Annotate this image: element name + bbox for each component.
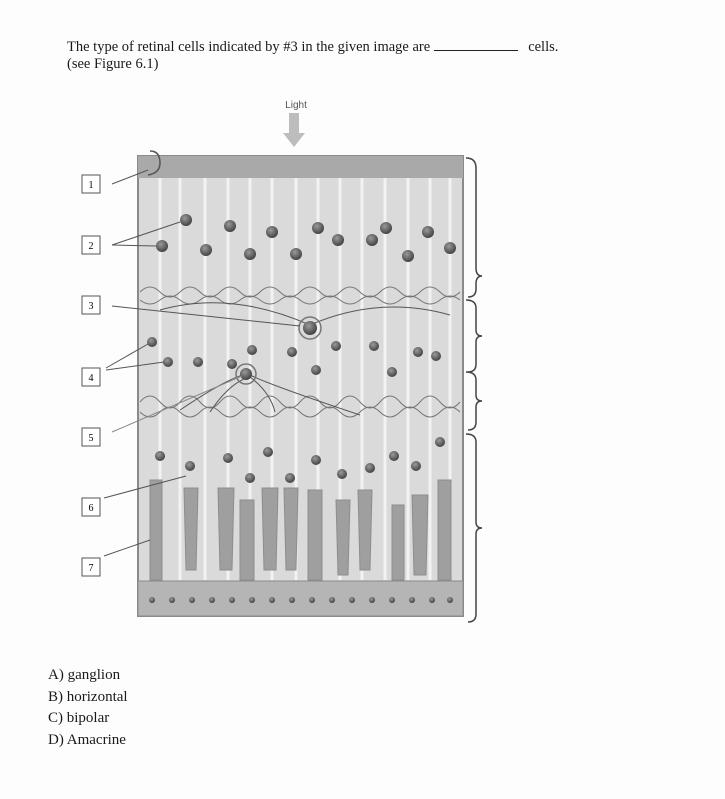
question-stem-end: cells.: [528, 39, 559, 55]
light-label: Light: [285, 100, 307, 111]
callout-number-7: 7: [88, 563, 94, 574]
answer-text: ganglion: [67, 667, 121, 683]
answer-option-a[interactable]: [48, 665, 128, 687]
figure-reference: (see Figure 6.1): [67, 56, 159, 72]
answer-letter: B): [48, 688, 63, 705]
answer-text: Amacrine: [66, 731, 126, 748]
callout-number-2: 2: [88, 241, 94, 252]
answer-option-b[interactable]: [48, 687, 128, 709]
callout-number-1: 1: [88, 180, 94, 191]
answer-option-c[interactable]: [48, 708, 128, 730]
callout-number-3: 3: [88, 301, 94, 312]
answer-letter: A): [48, 667, 64, 683]
light-arrow: [283, 113, 305, 147]
question-stem: The type of retinal cells indicated by #3 in the given image are: [67, 39, 431, 55]
answer-text: bipolar: [66, 710, 110, 726]
answer-letter: D): [48, 731, 64, 748]
callout-number-5: 5: [88, 433, 94, 444]
answer-choices: [48, 665, 128, 751]
layer-braces: [466, 158, 482, 622]
callout-number-6: 6: [88, 503, 94, 514]
answer-text: horizontal: [66, 688, 128, 705]
callout-number-4: 4: [88, 373, 94, 384]
answer-letter: C): [48, 710, 63, 726]
answer-option-d[interactable]: [48, 730, 128, 752]
